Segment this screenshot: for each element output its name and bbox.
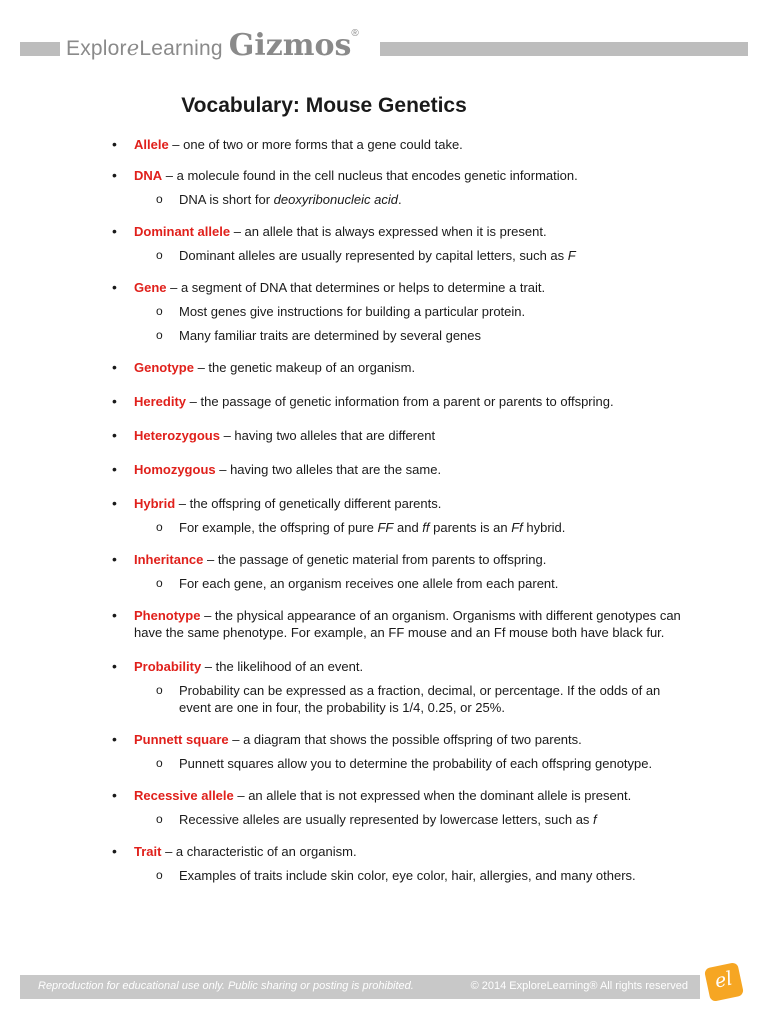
- subpoint-text: For each gene, an organism receives one allele from each parent.: [179, 576, 559, 591]
- term-subpoint: [134, 327, 682, 344]
- term-item: [112, 427, 682, 444]
- vocabulary-list: [112, 136, 682, 899]
- subpoint-emphasis: FF: [377, 520, 394, 535]
- term-name: Genotype: [134, 360, 194, 375]
- term-definition: – one of two or more forms that a gene could take.: [168, 137, 463, 152]
- term-subpoint: [134, 519, 682, 536]
- term-item: [112, 393, 682, 410]
- term-definition: – the offspring of genetically different parents.: [175, 496, 442, 511]
- term-item: [112, 658, 682, 716]
- term-item: [112, 461, 682, 478]
- subpoint-text: DNA is short for: [179, 192, 274, 207]
- term-definition: – an allele that is not expressed when the dominant allele is present.: [233, 788, 632, 803]
- term-subpoint: [134, 575, 682, 592]
- subpoint-emphasis: F: [567, 248, 576, 263]
- term-name: Hybrid: [134, 496, 176, 511]
- term-subpoints: [134, 575, 682, 592]
- subpoint-text: For example, the offspring of pure: [179, 520, 378, 535]
- term-item: [112, 731, 682, 772]
- term-item: [112, 495, 682, 536]
- term-name: DNA: [134, 168, 163, 183]
- term-subpoints: [134, 867, 682, 884]
- brand-learning: Learning: [139, 37, 223, 60]
- term-name: Dominant allele: [134, 224, 231, 239]
- explorelearning-gizmos-logo: [66, 28, 359, 68]
- term-definition: – the genetic makeup of an organism.: [193, 360, 416, 375]
- term-item: [112, 551, 682, 592]
- page-title: Vocabulary: Mouse Genetics: [181, 94, 467, 117]
- term-subpoint: [134, 191, 682, 208]
- term-item: [112, 607, 682, 641]
- term-definition: – a characteristic of an organism.: [161, 844, 357, 859]
- term-subpoints: [134, 811, 682, 828]
- term-item: [112, 167, 682, 208]
- subpoint-emphasis: Ff: [511, 520, 523, 535]
- subpoint-text: Examples of traits include skin color, eye color, hair, allergies, and many others.: [179, 868, 636, 883]
- subpoint-emphasis: deoxyribonucleic acid: [273, 192, 398, 207]
- term-definition: – having two alleles that are different: [219, 428, 436, 443]
- term-definition: – having two alleles that are the same.: [215, 462, 442, 477]
- term-subpoint: [134, 247, 682, 264]
- term-subpoint: [134, 755, 682, 772]
- subpoint-text: .: [397, 192, 402, 207]
- brand-registered-mark: ®: [351, 28, 359, 39]
- term-item: [112, 359, 682, 376]
- term-definition: – an allele that is always expressed when it is present.: [230, 224, 547, 239]
- explorelearning-badge-icon: [704, 962, 744, 1002]
- subpoint-text: parents is an: [429, 520, 512, 535]
- header-bar-left: [20, 42, 60, 56]
- term-definition: – a segment of DNA that determines or helps to determine a trait.: [166, 280, 546, 295]
- term-definition: – a molecule found in the cell nucleus that encodes genetic information.: [162, 168, 578, 183]
- term-subpoints: [134, 755, 682, 772]
- term-name: Gene: [134, 280, 167, 295]
- subpoint-text: Many familiar traits are determined by several genes: [179, 328, 482, 343]
- subpoint-emphasis: f: [593, 812, 597, 827]
- subpoint-text: and: [393, 520, 423, 535]
- subpoint-text: Most genes give instructions for building a particular protein.: [179, 304, 526, 319]
- term-subpoints: [134, 682, 682, 716]
- footer-bar: [20, 975, 700, 999]
- subpoint-text: Recessive alleles are usually represented by lowercase letters, such as: [179, 812, 594, 827]
- brand-gizmos: Gizmos: [228, 28, 352, 63]
- term-name: Heterozygous: [134, 428, 220, 443]
- term-name: Recessive allele: [134, 788, 234, 803]
- footer-copyright: © 2014 ExploreLearning® All rights reserved: [470, 980, 688, 992]
- term-name: Punnett square: [134, 732, 229, 747]
- term-subpoint: [134, 303, 682, 320]
- term-name: Homozygous: [134, 462, 216, 477]
- term-name: Inheritance: [134, 552, 204, 567]
- term-subpoints: [134, 303, 682, 344]
- subpoint-emphasis: ff: [422, 520, 430, 535]
- term-item: [112, 787, 682, 828]
- term-subpoint: [134, 867, 682, 884]
- subpoint-text: Probability can be expressed as a fraction, decimal, or percentage. If the odds of an event are one in four, the probability is 1/4, 0.25, or 25%.: [179, 683, 661, 715]
- term-name: Probability: [134, 659, 202, 674]
- term-definition: – the physical appearance of an organism. Organisms with different genotypes can have the same phenotype. For example, an FF mouse and an Ff mouse both have black fur.: [134, 608, 681, 640]
- term-item: [112, 136, 682, 153]
- term-name: Phenotype: [134, 608, 201, 623]
- subpoint-text: Dominant alleles are usually represented by capital letters, such as: [179, 248, 568, 263]
- term-name: Heredity: [134, 394, 187, 409]
- term-item: [112, 223, 682, 264]
- term-definition: – the passage of genetic material from parents to offspring.: [203, 552, 547, 567]
- brand-el-mark: e: [126, 36, 140, 60]
- subpoint-text: hybrid.: [522, 520, 566, 535]
- subpoint-text: Punnett squares allow you to determine the probability of each offspring genotype.: [179, 756, 653, 771]
- badge-letters: el: [712, 967, 735, 993]
- header-bar-right: [380, 42, 748, 56]
- term-subpoints: [134, 247, 682, 264]
- term-definition: – the likelihood of an event.: [201, 659, 364, 674]
- term-item: [112, 279, 682, 344]
- page-header: [0, 22, 768, 72]
- term-item: [112, 843, 682, 884]
- term-name: Allele: [134, 137, 169, 152]
- brand-explore: Explor: [66, 37, 127, 60]
- term-subpoints: [134, 519, 682, 536]
- term-definition: – the passage of genetic information from a parent or parents to offspring.: [186, 394, 614, 409]
- footer-notice: Reproduction for educational use only. Public sharing or posting is prohibited.: [38, 980, 414, 992]
- term-definition: – a diagram that shows the possible offspring of two parents.: [228, 732, 582, 747]
- term-name: Trait: [134, 844, 162, 859]
- term-subpoint: [134, 811, 682, 828]
- term-subpoints: [134, 191, 682, 208]
- term-subpoint: [134, 682, 682, 716]
